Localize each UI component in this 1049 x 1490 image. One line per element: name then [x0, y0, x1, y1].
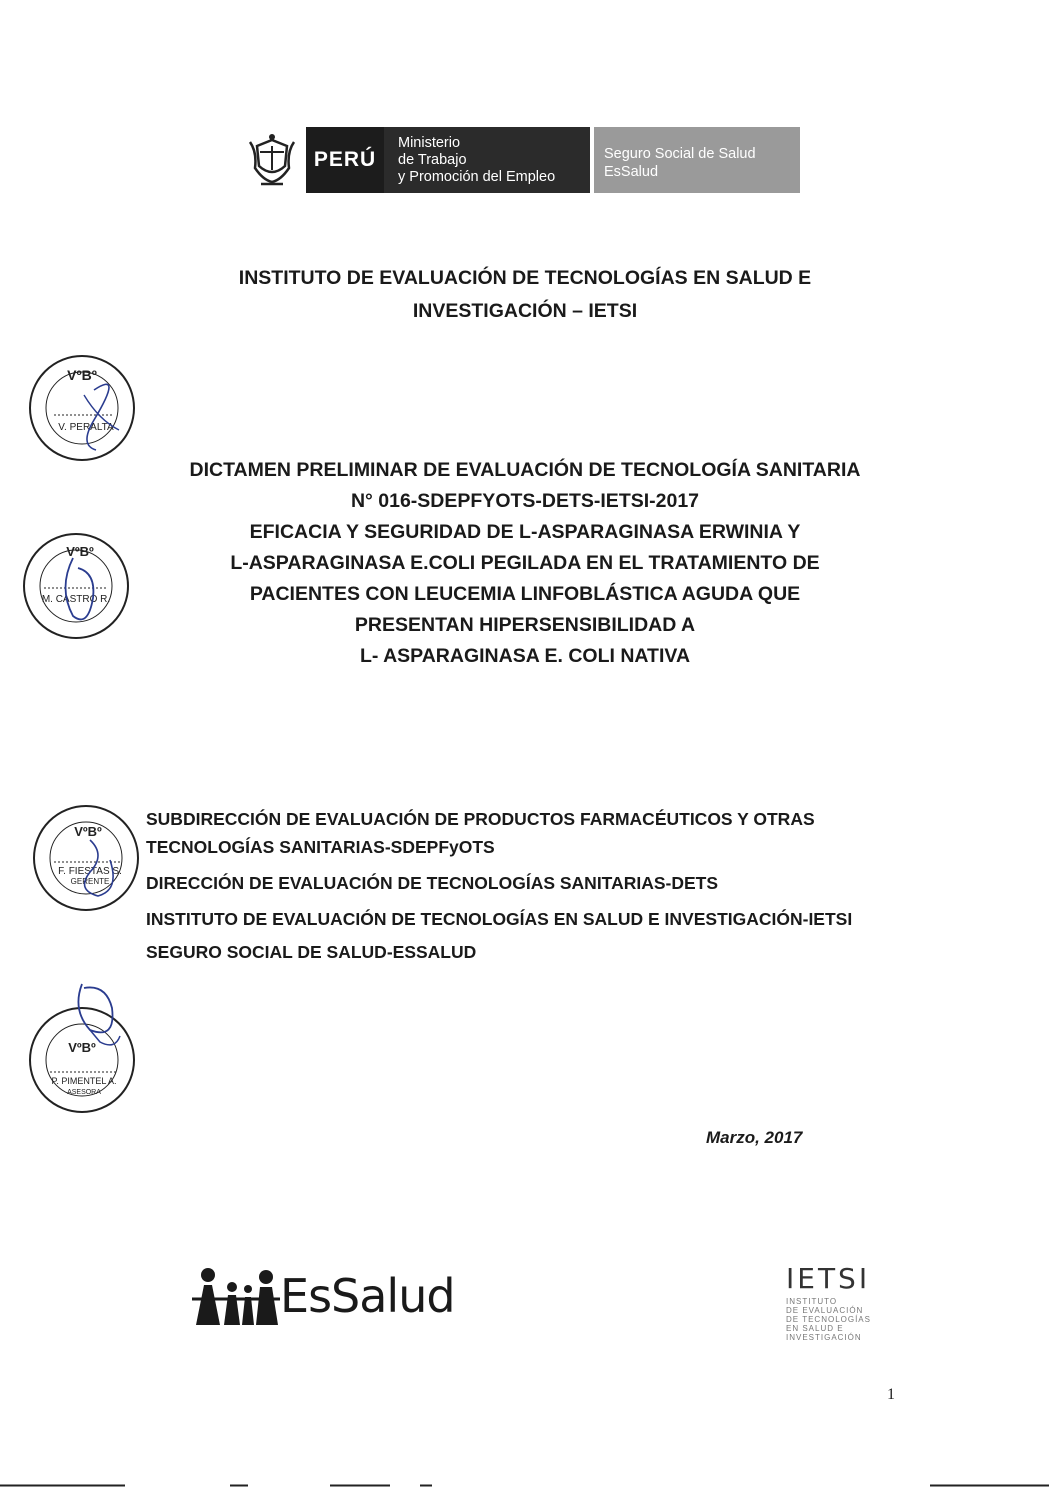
approval-stamp-icon: [18, 528, 136, 646]
ietsi-subtitle-line: INVESTIGACIÓN: [786, 1333, 862, 1342]
country-label: PERÚ: [306, 127, 384, 193]
ministry-line: y Promoción del Empleo: [398, 169, 556, 185]
coat-of-arms-icon: [238, 127, 306, 193]
ietsi-wordmark: IETSI: [786, 1262, 871, 1295]
ietsi-subtitle-line: EN SALUD E: [786, 1324, 844, 1333]
stamp-vb: VºBº: [66, 544, 94, 559]
stamp-name: V. PERALTA: [58, 422, 114, 433]
title-line: L-ASPARAGINASA E.COLI PEGILADA EN EL TRATAMIENTO DE: [230, 552, 820, 574]
ministry-line: de Trabajo: [398, 152, 467, 168]
approval-stamp-icon: [20, 980, 145, 1125]
organization-item: SUBDIRECCIÓN DE EVALUACIÓN DE PRODUCTOS FARMACÉUTICOS Y OTRAS TECNOLOGÍAS SANITARIAS-SDEPFyOTS: [146, 809, 815, 857]
organization-item: INSTITUTO DE EVALUACIÓN DE TECNOLOGÍAS EN SALUD E INVESTIGACIÓN-IETSI: [146, 909, 853, 929]
approval-stamp-icon: [28, 800, 148, 920]
ietsi-logo: [786, 1262, 896, 1342]
ietsi-subtitle: [786, 1297, 896, 1342]
organization-item: SEGURO SOCIAL DE SALUD-ESSALUD: [146, 942, 477, 962]
agency-line: Seguro Social de Salud: [604, 146, 756, 162]
ietsi-subtitle-line: DE EVALUACIÓN: [786, 1306, 864, 1315]
stamp-title: ASESORA: [67, 1089, 101, 1096]
institute-title-line: INVESTIGACIÓN – IETSI: [412, 300, 638, 322]
stamp-name: F. FIESTAS S.: [58, 866, 122, 877]
approval-stamp-icon: [24, 350, 144, 470]
title-line: PRESENTAN HIPERSENSIBILIDAD A: [354, 614, 696, 636]
title-line: EFICACIA Y SEGURIDAD DE L-ASPARAGINASA ERWINIA Y: [249, 521, 801, 543]
scan-edge-lines: [0, 1484, 1049, 1487]
ministry-line: Ministerio: [398, 135, 461, 151]
organization-list: [146, 805, 946, 974]
institute-title-line: INSTITUTO DE EVALUACIÓN DE TECNOLOGÍAS EN SALUD E: [238, 267, 812, 289]
agency-label: [594, 127, 800, 193]
ietsi-subtitle-line: DE TECNOLOGÍAS: [786, 1315, 871, 1324]
title-line: L- ASPARAGINASA E. COLI NATIVA: [359, 645, 691, 667]
header-banner: [238, 127, 800, 193]
organization-item: DIRECCIÓN DE EVALUACIÓN DE TECNOLOGÍAS SANITARIAS-DETS: [146, 873, 719, 893]
stamp-vb: VºBº: [68, 1040, 96, 1055]
ietsi-subtitle-line: INSTITUTO: [786, 1297, 838, 1306]
page-number: 1: [887, 1386, 895, 1403]
stamp-vb: VºBº: [74, 824, 102, 839]
agency-line: EsSalud: [604, 164, 659, 180]
title-line: N° 016-SDEPFYOTS-DETS-IETSI-2017: [350, 490, 700, 512]
title-line: PACIENTES CON LEUCEMIA LINFOBLÁSTICA AGUDA QUE: [249, 583, 801, 605]
stamp-name: M. CASTRO R.: [41, 594, 111, 605]
title-line: DICTAMEN PRELIMINAR DE EVALUACIÓN DE TECNOLOGÍA SANITARIA: [189, 459, 861, 481]
document-date: Marzo, 2017: [706, 1128, 803, 1147]
stamp-vb: VºBº: [67, 367, 97, 383]
institute-title: [150, 262, 900, 328]
essalud-wordmark: EsSalud: [280, 1269, 455, 1323]
document-title: [100, 455, 950, 672]
stamp-name: P. PIMENTEL A.: [51, 1076, 117, 1086]
family-icon: [190, 1267, 282, 1327]
stamp-title: GERENTE: [70, 877, 110, 886]
essalud-logo: [190, 1265, 465, 1335]
ministry-label: [384, 127, 590, 193]
